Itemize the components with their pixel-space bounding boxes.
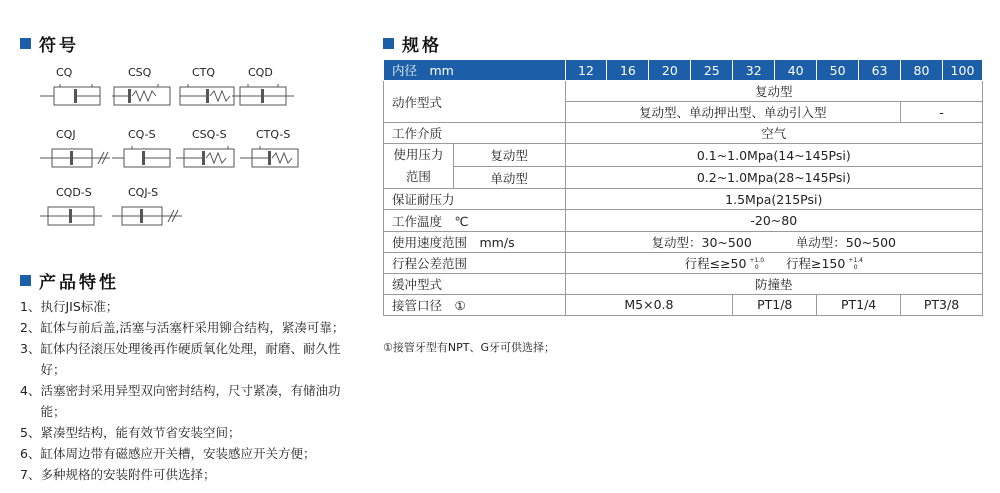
bore-value: 100 — [942, 60, 982, 81]
stroke-a: 行程≤≥50 — [684, 255, 747, 271]
port-value: PT1/4 — [817, 294, 901, 315]
heading-square-icon — [20, 275, 31, 286]
feature-text: 缸体内径滚压处理後再作硬质氧化处理，耐磨、耐久性好； — [40, 341, 341, 377]
table-row — [384, 273, 983, 294]
bore-value: 20 — [649, 60, 691, 81]
table-row — [384, 189, 983, 210]
cylinder-symbol-icon — [40, 146, 112, 170]
symbol-cqd-s — [40, 186, 110, 228]
symbol-cqj-s — [112, 186, 182, 228]
feature-number: 6、 — [20, 446, 41, 461]
feature-text: 紧凑型结构，能有效节省安装空间； — [40, 425, 241, 440]
feature-number: 2、 — [20, 320, 41, 335]
stroke-label: 行程公差范围 — [384, 252, 566, 273]
feature-text: 多种规格的安装附件可供选择； — [40, 467, 216, 482]
feature-item — [20, 443, 365, 464]
symbol-label: CQJ-S — [128, 186, 159, 199]
table-row — [384, 144, 983, 167]
symbol-label: CQ — [56, 66, 73, 79]
symbol-label: CSQ-S — [192, 128, 227, 141]
speed-value — [565, 231, 982, 252]
speed-double: 复动型：30~500 — [651, 234, 752, 250]
temp-value: -20~80 — [565, 210, 982, 231]
spec-table — [383, 59, 983, 316]
bore-value: 32 — [733, 60, 775, 81]
action-na: - — [901, 102, 983, 123]
feature-text: 缸体与前后盖,活塞与活塞杆采用铆合结构，紧凑可靠； — [40, 320, 345, 335]
symbol-csq-s — [176, 128, 246, 170]
symbol-csq — [112, 66, 182, 108]
feature-text: 缸体周边带有磁感应开关槽，安装感应开关方便； — [40, 446, 316, 461]
spec-header-row — [384, 60, 983, 81]
table-row — [384, 231, 983, 252]
symbol-ctq-s — [240, 128, 310, 170]
symbol-label: CQ-S — [128, 128, 156, 141]
stroke-b-tolerance: +1.4 0 — [848, 257, 863, 272]
feature-number: 3、 — [20, 341, 41, 356]
symbol-cq-s — [112, 128, 182, 170]
action-value: 复动型 — [565, 81, 982, 102]
feature-text: 执行JIS标准； — [40, 299, 119, 314]
bore-label: 内径 mm — [384, 60, 566, 81]
symbol-label: CTQ — [192, 66, 216, 79]
cylinder-symbol-icon — [112, 84, 174, 108]
bore-value: 50 — [817, 60, 859, 81]
cylinder-symbol-icon — [176, 146, 238, 170]
spec-heading — [383, 31, 442, 56]
table-row — [384, 294, 983, 315]
stroke-value — [565, 252, 982, 273]
proof-value: 1.5Mpa(215Psi) — [565, 189, 982, 210]
pressure-double-label: 复动型 — [453, 144, 565, 167]
pressure-single-label: 单动型 — [453, 166, 565, 189]
bore-value: 12 — [565, 60, 607, 81]
symbol-cqj — [40, 128, 110, 170]
feature-item — [20, 296, 365, 317]
feature-number: 1、 — [20, 299, 41, 314]
symbols-heading — [20, 31, 79, 56]
feature-item — [20, 338, 365, 380]
pressure-label: 使用压力范围 — [384, 144, 454, 189]
symbols-title: 符号 — [39, 36, 79, 56]
feature-item — [20, 422, 365, 443]
symbol-label: CTQ-S — [256, 128, 291, 141]
symbol-label: CQJ — [56, 128, 76, 141]
bore-value: 80 — [901, 60, 943, 81]
port-value: M5×0.8 — [565, 294, 733, 315]
stroke-b: 行程≥150 — [786, 255, 846, 271]
bore-value: 16 — [607, 60, 649, 81]
cylinder-symbol-icon — [40, 84, 102, 108]
feature-item — [20, 464, 365, 485]
cylinder-symbol-icon — [112, 146, 174, 170]
proof-label: 保证耐压力 — [384, 189, 566, 210]
cushion-value: 防撞垫 — [565, 273, 982, 294]
feature-item — [20, 380, 365, 422]
table-row — [384, 210, 983, 231]
cylinder-symbol-icon — [232, 84, 294, 108]
table-row — [384, 252, 983, 273]
symbol-label: CSQ — [128, 66, 152, 79]
heading-square-icon — [20, 38, 31, 49]
features-title: 产品特性 — [39, 273, 119, 293]
bore-value: 63 — [859, 60, 901, 81]
cylinder-symbol-icon — [240, 146, 302, 170]
feature-number: 5、 — [20, 425, 41, 440]
bore-value: 25 — [691, 60, 733, 81]
speed-label: 使用速度范围 mm/s — [384, 231, 566, 252]
medium-label: 工作介质 — [384, 123, 566, 144]
cushion-label: 缓冲型式 — [384, 273, 566, 294]
features-list — [20, 296, 365, 485]
table-row — [384, 123, 983, 144]
table-row — [384, 81, 983, 102]
temp-label: 工作温度 ℃ — [384, 210, 566, 231]
spec-title: 规格 — [402, 36, 442, 56]
feature-text: 活塞密封采用异型双向密封结构，尺寸紧凑，有储油功能； — [40, 383, 341, 419]
pressure-double-value: 0.1~1.0Mpa(14~145Psi) — [565, 144, 982, 167]
speed-single: 单动型：50~500 — [795, 234, 896, 250]
pressure-single-value: 0.2~1.0Mpa(28~145Psi) — [565, 166, 982, 189]
features-heading — [20, 268, 119, 293]
cylinder-symbol-icon — [176, 84, 238, 108]
symbol-label: CQD-S — [56, 186, 92, 199]
symbol-label: CQD — [248, 66, 273, 79]
table-row — [384, 166, 983, 189]
spec-note: ①接管牙型有NPT、G牙可供选择； — [383, 341, 555, 354]
port-value: PT1/8 — [733, 294, 817, 315]
bore-value: 40 — [775, 60, 817, 81]
port-label: 接管口径 ① — [384, 294, 566, 315]
medium-value: 空气 — [565, 123, 982, 144]
port-value: PT3/8 — [901, 294, 983, 315]
cylinder-symbol-icon — [112, 204, 184, 228]
cylinder-symbol-icon — [40, 204, 102, 228]
stroke-a-tolerance: +1.0 0 — [749, 257, 765, 272]
heading-square-icon — [383, 38, 394, 49]
symbol-cqd — [232, 66, 302, 108]
symbol-cq — [40, 66, 110, 108]
action-value: 复动型、单动押出型、单动引入型 — [565, 102, 901, 123]
action-label: 动作型式 — [384, 81, 566, 123]
feature-item — [20, 317, 365, 338]
feature-number: 7、 — [20, 467, 41, 482]
feature-number: 4、 — [20, 383, 41, 398]
